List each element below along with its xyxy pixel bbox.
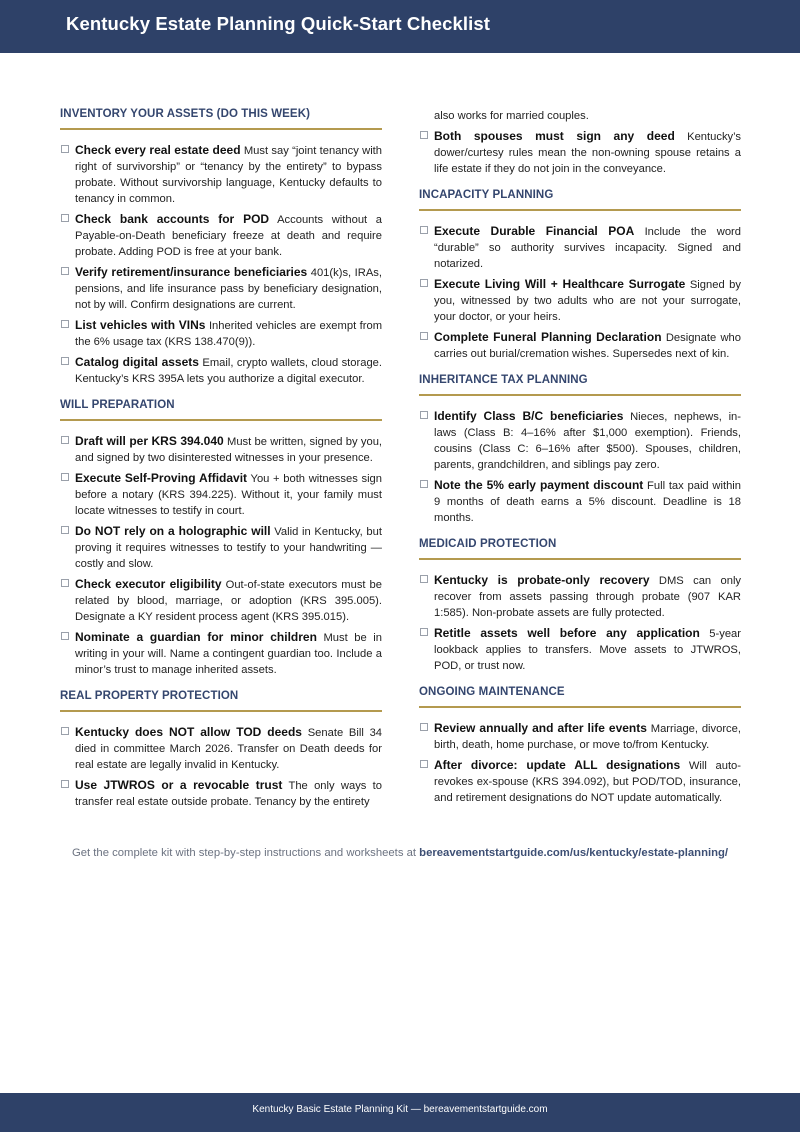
checklist-item: [60, 724, 382, 773]
checklist-section: [60, 399, 382, 678]
item-text: 401(k)s, IRAs, pensions, and life insurance pass by beneficiary designation, not by will. Confirm designations are current.: [75, 267, 382, 311]
checkbox-icon[interactable]: [61, 436, 69, 444]
section-title: INHERITANCE TAX PLANNING: [419, 374, 741, 396]
checklist-item: [60, 433, 382, 466]
item-text: The only ways to transfer real estate outside probate. Tenancy by the entirety: [75, 780, 383, 808]
checklist-item: [419, 276, 741, 325]
checkbox-icon[interactable]: [61, 214, 69, 222]
promo-text: Get the complete kit with step-by-step instructions and worksheets at: [71, 847, 420, 859]
left-column: [60, 108, 382, 822]
checkbox-icon[interactable]: [420, 332, 428, 340]
checklist-item: [419, 572, 741, 621]
checkbox-icon[interactable]: [61, 780, 69, 788]
item-text: Nieces, nephews, in-laws (Class B: 4–16% after $1,000 exemption). Friends, cousins (Class C: 6–16% after $500). Spouses, children, parents, grandchildren, and siblings pay zero.: [434, 411, 742, 471]
item-text: Signed by you, witnessed by two adults who are not your surrogate, your doctor, or your heirs.: [434, 279, 741, 323]
item-label: Execute Durable Financial POA: [434, 224, 635, 238]
item-label: Note the 5% early payment discount: [434, 478, 644, 492]
item-text: Senate Bill 34 died in committee March 2026. Transfer on Death deeds for real estate are legally invalid in Kentucky.: [75, 727, 383, 771]
item-label: Review annually and after life events: [434, 721, 647, 735]
promo-line: [0, 847, 800, 859]
checklist-item: [60, 576, 382, 625]
checkbox-icon[interactable]: [61, 526, 69, 534]
checklist-item: [60, 470, 382, 519]
checklist-section: [419, 538, 741, 674]
checklist-item: [60, 317, 382, 350]
checklist-item: [60, 211, 382, 260]
checklist-section: [60, 690, 382, 810]
item-label: Check every real estate deed: [75, 143, 241, 157]
section-title: INVENTORY YOUR ASSETS (DO THIS WEEK): [60, 108, 382, 130]
checkbox-icon[interactable]: [61, 579, 69, 587]
checklist-section: [419, 128, 741, 177]
checklist-item: [60, 354, 382, 387]
checklist-section: [60, 108, 382, 387]
item-label: Execute Self-Proving Affidavit: [75, 471, 248, 485]
checkbox-icon[interactable]: [420, 411, 428, 419]
checkbox-icon[interactable]: [61, 727, 69, 735]
checkbox-icon[interactable]: [420, 575, 428, 583]
footer-text: Kentucky Basic Estate Planning Kit — bereavementstartguide.com: [252, 1104, 548, 1115]
checkbox-icon[interactable]: [420, 628, 428, 636]
checkbox-icon[interactable]: [61, 145, 69, 153]
checkbox-icon[interactable]: [420, 279, 428, 287]
item-label: Execute Living Will + Healthcare Surrogate: [434, 277, 686, 291]
continued-text: also works for married couples.: [434, 110, 589, 122]
section-title: ONGOING MAINTENANCE: [419, 686, 741, 708]
item-text: You + both witnesses sign before a notary (KRS 394.225). Without it, your family must locate witnesses to testify in court.: [75, 473, 383, 517]
item-text: Must be written, signed by you, and signed by two disinterested witnesses in your presence.: [75, 436, 383, 464]
page-footer: [0, 1093, 800, 1132]
checkbox-icon[interactable]: [61, 320, 69, 328]
checkbox-icon[interactable]: [420, 723, 428, 731]
checkbox-icon[interactable]: [61, 632, 69, 640]
checklist-section: [419, 686, 741, 806]
checklist-item: [419, 477, 741, 526]
checklist-item: [419, 408, 741, 473]
checklist-item: [60, 264, 382, 313]
checkbox-icon[interactable]: [420, 760, 428, 768]
section-title: INCAPACITY PLANNING: [419, 189, 741, 211]
page-header: [0, 0, 800, 53]
item-text: Must be in writing in your will. Name a contingent guardian too. Include a minor’s trust to manage inherited assets.: [75, 632, 382, 676]
checkbox-icon[interactable]: [61, 473, 69, 481]
section-title: WILL PREPARATION: [60, 399, 382, 421]
section-title: MEDICAID PROTECTION: [419, 538, 741, 560]
item-label: Do NOT rely on a holographic will: [75, 524, 271, 538]
item-text: Will auto-revokes ex-spouse (KRS 394.092), but POD/TOD, insurance, and retirement designations do NOT update automatically.: [434, 760, 742, 804]
item-text: Valid in Kentucky, but proving it requires witnesses to testify to your handwriting — costly and slow.: [75, 526, 382, 570]
item-label: Use JTWROS or a revocable trust: [75, 778, 283, 792]
checklist-item: [419, 625, 741, 674]
checklist-item: [60, 142, 382, 207]
item-label: Identify Class B/C beneficiaries: [434, 409, 624, 423]
item-text: DMS can only recover from assets passing through probate (907 KAR 1:585). Non-probate assets are fully protected.: [434, 575, 742, 619]
right-column: [419, 108, 741, 818]
item-text: Marriage, divorce, birth, death, home purchase, or move to/from Kentucky.: [434, 723, 741, 751]
promo-link[interactable]: bereavementstartguide.com/us/kentucky/estate-planning/: [419, 847, 729, 859]
item-text: Accounts without a Payable-on-Death beneficiary freeze at death and require probate. Adding POD is free at your bank.: [75, 214, 382, 258]
item-label: Retitle assets well before any application: [434, 626, 700, 640]
item-label: Kentucky is probate-only recovery: [434, 573, 650, 587]
item-label: Check executor eligibility: [75, 577, 222, 591]
checkbox-icon[interactable]: [420, 131, 428, 139]
checklist-item: [419, 720, 741, 753]
item-text: Kentucky’s dower/curtesy rules mean the non-owning spouse retains a life estate if they do not join in the conveyance.: [434, 131, 742, 175]
checklist-item: [419, 757, 741, 806]
checklist-item: [419, 223, 741, 272]
checklist-section: [419, 189, 741, 362]
item-label: Nominate a guardian for minor children: [75, 630, 317, 644]
item-text: Full tax paid within 9 months of death earns a 5% discount. Deadline is 18 months.: [434, 480, 742, 524]
checkbox-icon[interactable]: [61, 267, 69, 275]
item-text: 5-year lookback applies to transfers. Move assets to JTWROS, POD, or trust now.: [434, 628, 742, 672]
page-title: Kentucky Estate Planning Quick-Start Checklist: [66, 13, 491, 34]
item-label: Complete Funeral Planning Declaration: [434, 330, 662, 344]
item-label: List vehicles with VINs: [75, 318, 206, 332]
item-text: Must say “joint tenancy with right of survivorship” or “tenancy by the entirety” to bypass probate. Without survivorship language, Kentucky defaults to tenancy in common.: [75, 145, 383, 205]
section-title: REAL PROPERTY PROTECTION: [60, 690, 382, 712]
item-label: Check bank accounts for POD: [75, 212, 270, 226]
item-text: Out-of-state executors must be related by blood, marriage, or adoption (KRS 395.005). Designate a KY resident process agent (KRS 395.015).: [75, 579, 382, 623]
checklist-item: [419, 329, 741, 362]
checklist-item: [60, 523, 382, 572]
item-text: Email, crypto wallets, cloud storage. Kentucky’s KRS 395A lets you authorize a digital executor.: [75, 357, 382, 385]
item-label: After divorce: update ALL designations: [434, 758, 681, 772]
checkbox-icon[interactable]: [420, 480, 428, 488]
item-text: Designate who carries out burial/cremation wishes. Supersedes next of kin.: [434, 332, 742, 360]
item-text: Include the word “durable” so authority survives incapacity. Signed and notarized.: [434, 226, 742, 270]
item-label: Both spouses must sign any deed: [434, 129, 675, 143]
item-label: Verify retirement/insurance beneficiaries: [75, 265, 308, 279]
item-label: Draft will per KRS 394.040: [75, 434, 224, 448]
item-label: Kentucky does NOT allow TOD deeds: [75, 725, 302, 739]
item-text: Inherited vehicles are exempt from the 6% usage tax (KRS 138.470(9)).: [75, 320, 383, 348]
checklist-item: [419, 128, 741, 177]
checklist-item: [60, 777, 382, 810]
checkbox-icon[interactable]: [61, 357, 69, 365]
checkbox-icon[interactable]: [420, 226, 428, 234]
checklist-section: [419, 374, 741, 526]
item-label: Catalog digital assets: [75, 355, 199, 369]
checklist-item: [60, 629, 382, 678]
